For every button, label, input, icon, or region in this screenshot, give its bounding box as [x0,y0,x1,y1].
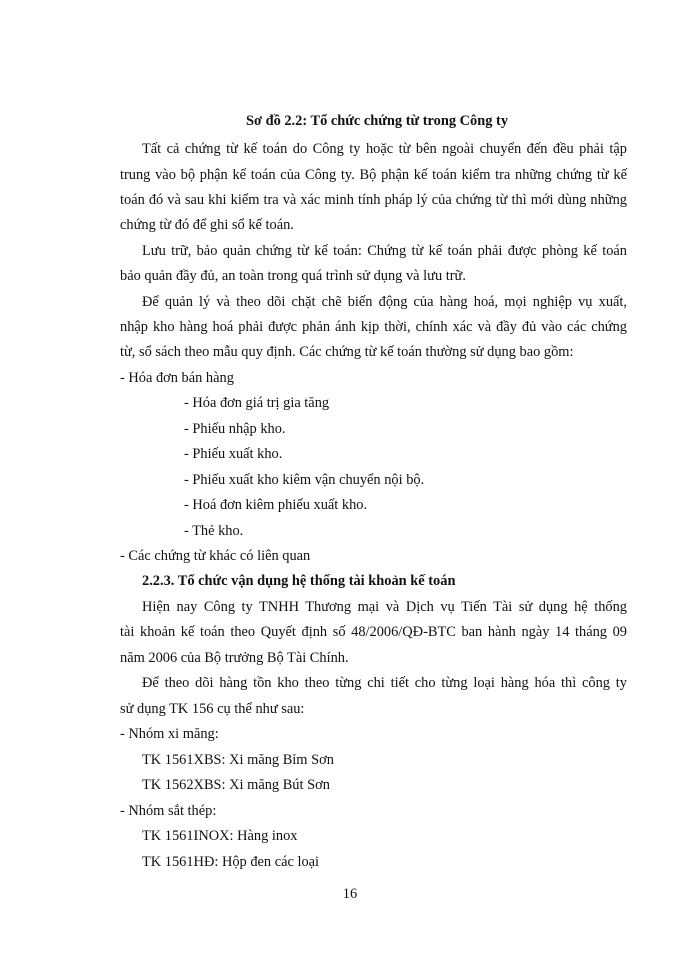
sub-list-item: - Phiếu xuất kho kiêm vận chuyển nội bộ. [184,472,425,488]
paragraph-line: Lưu trữ, bảo quản chứng từ kế toán: Chứng từ kế toán phải được phòng kế toán [142,243,627,259]
paragraph-line: năm 2006 của Bộ trưởng Bộ Tài Chính. [120,650,349,666]
list-item: - Hóa đơn bán hàng [120,370,234,386]
paragraph-line: trung vào bộ phận kế toán của Công ty. Bộ phận kế toán kiểm tra những chứng từ kế [120,167,627,183]
page-number: 16 [342,886,358,902]
paragraph-line: bảo quản đầy đủ, an toàn trong quá trình sử dụng và lưu trữ. [120,268,466,284]
sub-list-item: - Phiếu xuất kho. [184,446,283,462]
paragraph-line: Để quản lý và theo dõi chặt chẽ biến động của hàng hoá, mọi nghiệp vụ xuất, [142,294,627,310]
sub-list-item: - Phiếu nhập kho. [184,421,286,437]
list-item: - Các chứng từ khác có liên quan [120,548,311,564]
diagram-caption: Sơ đồ 2.2: Tổ chức chứng từ trong Công ty [246,113,509,129]
account-group-title: - Nhóm sắt thép: [120,803,217,819]
paragraph-line: sử dụng TK 156 cụ thể như sau: [120,701,305,717]
paragraph-line: Tất cả chứng từ kế toán do Công ty hoặc từ bên ngoài chuyển đến đều phải tập [142,141,627,157]
account-item: TK 1561XBS: Xi măng Bỉm Sơn [142,752,334,768]
account-item: TK 1561INOX: Hàng inox [142,828,298,844]
paragraph-line: toán đó và sau khi kiểm tra và xác minh tính pháp lý của chứng từ thì mới dùng những [120,192,627,208]
paragraph-line: chứng từ đó để ghi sổ kế toán. [120,217,294,233]
account-item: TK 1561HĐ: Hộp đen các loại [142,854,320,870]
paragraph-line: Hiện nay Công ty TNHH Thương mại và Dịch vụ Tiến Tài sử dụng hệ thống [142,599,627,615]
section-heading: 2.2.3. Tổ chức vận dụng hệ thống tài khoản kế toán [142,573,456,589]
paragraph-line: nhập kho hàng hoá phải được phản ánh kịp thời, chính xác và đầy đủ vào các chứng [120,319,627,335]
sub-list-item: - Hóa đơn giá trị gia tăng [184,395,330,411]
sub-list-item: - Thẻ kho. [184,523,244,539]
paragraph-line: tài khoản kế toán theo Quyết định số 48/2006/QĐ-BTC ban hành ngày 14 tháng 09 [120,624,627,640]
paragraph-line: Để theo dõi hàng tồn kho theo từng chi tiết cho từng loại hàng hóa thì công ty [142,675,627,691]
account-group-title: - Nhóm xi măng: [120,726,219,742]
account-item: TK 1562XBS: Xi măng Bút Sơn [142,777,330,793]
sub-list-item: - Hoá đơn kiêm phiếu xuất kho. [184,497,368,513]
paragraph-line: từ, sổ sách theo mẫu quy định. Các chứng từ kế toán thường sử dụng bao gồm: [120,344,574,360]
